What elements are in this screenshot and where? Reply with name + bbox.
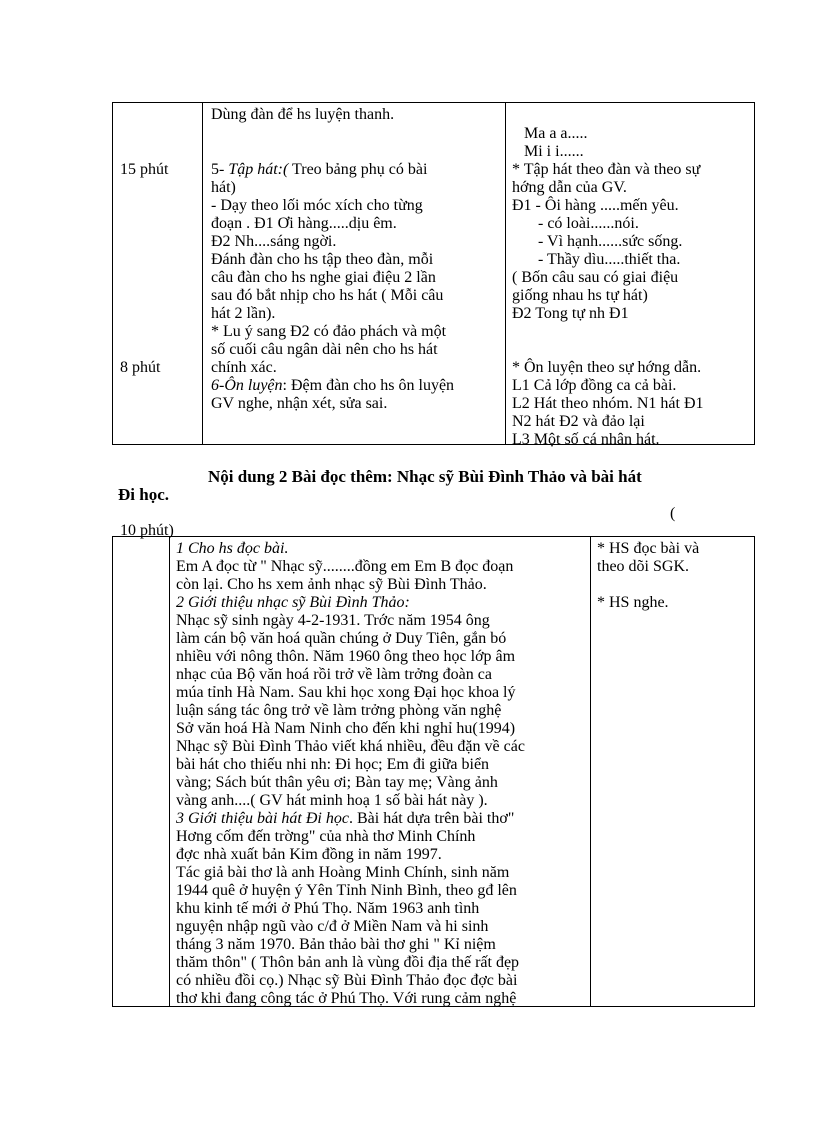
student-activity-column [506,103,754,448]
text-line: Đ1 - Ôi hàng .....mến yêu. [512,197,679,214]
text-line: số cuối câu ngân dài nên cho hs hát [211,341,438,358]
section-title: Nội dung 2 Bài đọc thêm: Nhạc sỹ Bùi Đình Thảo và bài hát [208,467,642,486]
text-line: theo dõi SGK. [597,558,689,575]
text-line: giống nhau hs tự hát) [512,287,648,304]
text-line: Sở văn hoá Hà Nam Ninh cho đến khi nghỉ hu(1994) [176,720,516,737]
text-line: câu đàn cho hs nghe giai điệu 2 lần [211,269,436,286]
text-line: * HS nghe. [597,594,669,611]
text-line: Đ2 Tong tự nh Đ1 [512,305,629,322]
text-line: đoạn . Đ1 Ơi hàng.....dịu êm. [211,215,397,232]
lesson-table-2 [112,536,755,1007]
text-line: thăm thôn" ( Thôn bản anh là vùng đồi địa thế rất đẹp [176,954,520,971]
text-line: nhạc của Bộ văn hoá rồi trở về làm trởng đoàn ca [176,666,492,683]
text-line: Mi i i...... [524,143,584,160]
text-line: Tác giả bài thơ là anh Hoàng Minh Chính, sinh năm [176,864,510,881]
text-line: - Dạy theo lối móc xích cho từng [211,197,423,214]
time-column [113,537,170,1006]
text-line: 2 Giới thiệu nhạc sỹ Bùi Đình Thảo: [176,594,410,611]
text-line: 3 Giới thiệu bài hát Đi học. Bài hát dựa trên bài thơ" [176,810,515,827]
text-line: làm cán bộ văn hoá quần chúng ở Duy Tiên, gắn bó [176,630,507,647]
text-line: L2 Hát theo nhóm. N1 hát Đ1 [512,395,704,412]
text-line: tháng 3 năm 1970. Bản thảo bài thơ ghi " Kỉ niệm [176,936,496,953]
text-line: Nhạc sỹ Bùi Đình Thảo viết khá nhiều, đều đặn về các [176,738,525,755]
text-line: 6-Ôn luyện: Đệm đàn cho hs ôn luyện [211,377,455,394]
text-line: Nhạc sỹ sinh ngày 4-2-1931. Trớc năm 1954 ông [176,612,490,629]
text-line: GV nghe, nhận xét, sửa sai. [211,395,388,412]
time-label: 8 phút [120,359,161,376]
text-line: hát) [211,179,236,196]
text-line: Em A đọc từ " Nhạc sỹ........đồng em Em B đọc đoạn [176,558,514,575]
content-column [170,537,591,1006]
text-line: * HS đọc bài và [597,540,700,557]
text-line: - Vì hạnh......sức sống. [538,233,683,250]
text-line: - Thầy dìu.....thiết tha. [538,251,681,268]
text-line: Hơng cốm đến trờng" của nhà thơ Minh Chính [176,828,476,845]
text-line: L3 Một số cá nhân hát. [512,431,660,448]
text-line: Dùng đàn để hs luyện thanh. [211,106,395,123]
open-paren: ( [670,505,676,522]
text-line: chính xác. [211,359,277,376]
text-line: ( Bốn câu sau có giai điệu [512,269,679,286]
time-column [113,103,203,444]
time-label: 15 phút [120,161,169,178]
text-line: Ma a a..... [524,125,588,142]
student-activity-column [591,537,754,1006]
text-line: bài hát cho thiếu nhi nh: Đi học; Em đi giữa biển [176,756,490,773]
text-line: vàng; Sách bút thân yêu ơi; Bàn tay mẹ; Vàng ảnh [176,774,498,791]
text-line: * Tập hát theo đàn và theo sự [512,161,701,178]
text-line: thơ khi đang công tác ở Phú Thọ. Với rung cảm nghệ [176,990,517,1007]
text-line: khu kinh tế mới ở Phú Thọ. Năm 1963 anh tình [176,900,480,917]
text-line: nhiều với nông thôn. Năm 1960 ông theo học lớp âm [176,648,516,665]
text-line: Đánh đàn cho hs tập theo đàn, mỗi [211,251,434,268]
section-time: 10 phút) [120,522,174,539]
text-line: 1 Cho hs đọc bài. [176,540,289,557]
text-line: đợc nhà xuất bản Kim đồng in năm 1997. [176,846,442,863]
text-line: vàng anh....( GV hát minh hoạ 1 số bài hát này ). [176,792,488,809]
text-line: múa tỉnh Hà Nam. Sau khi học xong Đại học khoa lý [176,684,516,701]
teacher-activity-column [203,103,506,444]
text-line: 1944 quê ở huyện ý Yên Tỉnh Ninh Bình, theo gđ lên [176,882,517,899]
text-line: * Ôn luyện theo sự hớng dẫn. [512,359,702,376]
lesson-table-1 [112,102,755,448]
text-line: - có loài......nói. [538,215,639,232]
text-line: còn lại. Cho hs xem ảnh nhạc sỹ Bùi Đình Thảo. [176,576,487,593]
text-line: Đ2 Nh....sáng ngời. [211,233,337,250]
section-title-continued: Đi học. [118,485,169,504]
text-line: * Lu ý sang Đ2 có đảo phách và một [211,323,447,340]
text-line: hớng dẫn của GV. [512,179,627,196]
text-line: nguyện nhập ngũ vào c/đ ở Miền Nam và hi sinh [176,918,489,935]
text-line: có nhiều đồi cọ.) Nhạc sỹ Bùi Đình Thảo đọc đợc bài [176,972,518,989]
text-line: 5- Tập hát:( Treo bảng phụ có bài [211,161,428,178]
text-line: hát 2 lần). [211,305,276,322]
text-line: luận sáng tác ông trở về làm trởng phòng văn nghệ [176,702,502,719]
text-line: N2 hát Đ2 và đảo lại [512,413,645,430]
text-line: sau đó bắt nhịp cho hs hát ( Mỗi câu [211,287,444,304]
text-line: L1 Cả lớp đồng ca cả bài. [512,377,677,394]
